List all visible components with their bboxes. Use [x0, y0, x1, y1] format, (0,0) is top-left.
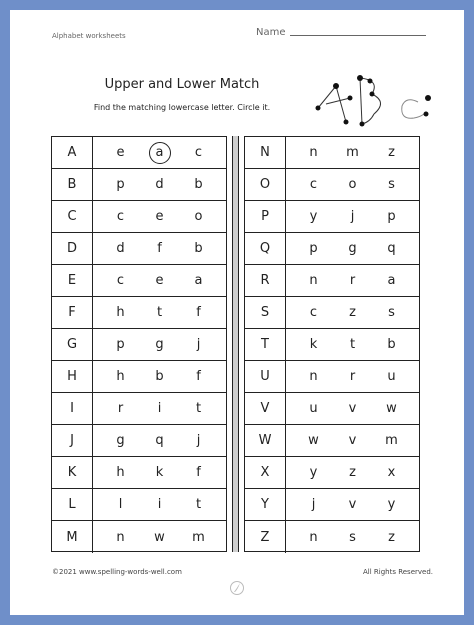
table-row	[52, 393, 226, 425]
lowercase-option[interactable]: k	[309, 337, 318, 352]
lowercase-option[interactable]: t	[195, 497, 202, 512]
lowercase-option[interactable]: r	[117, 401, 124, 416]
table-row	[52, 329, 226, 361]
lowercase-option[interactable]: y	[309, 209, 318, 224]
lowercase-option[interactable]: q	[155, 433, 164, 448]
lowercase-option[interactable]: w	[308, 433, 319, 448]
feather-logo-icon	[230, 580, 244, 596]
uppercase-letter: O	[245, 169, 286, 200]
lowercase-option[interactable]: y	[309, 465, 318, 480]
lowercase-options	[286, 521, 419, 553]
name-label: Name	[256, 27, 286, 38]
lowercase-option[interactable]: c	[309, 177, 318, 192]
lowercase-option[interactable]: v	[348, 497, 357, 512]
table-row	[52, 521, 226, 553]
lowercase-option[interactable]: t	[156, 305, 163, 320]
lowercase-option[interactable]: n	[116, 529, 125, 545]
lowercase-options	[286, 329, 419, 360]
uppercase-letter: V	[245, 393, 286, 424]
lowercase-option[interactable]: o	[348, 177, 357, 192]
lowercase-options	[286, 201, 419, 232]
lowercase-option[interactable]: b	[387, 337, 396, 352]
rights-reserved-text: All Rights Reserved.	[362, 568, 433, 576]
lowercase-options	[286, 297, 419, 328]
lowercase-option[interactable]: s	[388, 305, 395, 320]
lowercase-option[interactable]: n	[309, 529, 318, 545]
lowercase-option[interactable]: t	[349, 337, 356, 352]
uppercase-letter: U	[245, 361, 286, 392]
table-row	[245, 137, 419, 169]
lowercase-option[interactable]: m	[346, 145, 359, 160]
table-row	[52, 265, 226, 297]
uppercase-letter: B	[52, 169, 93, 200]
lowercase-option[interactable]: u	[387, 369, 396, 384]
table-row	[245, 393, 419, 425]
lowercase-option[interactable]: w	[386, 401, 397, 416]
lowercase-option[interactable]: c	[194, 145, 203, 160]
uppercase-letter: I	[52, 393, 93, 424]
table-row	[52, 457, 226, 489]
lowercase-option[interactable]: n	[309, 369, 318, 384]
lowercase-option[interactable]: e	[116, 145, 125, 160]
uppercase-letter: Z	[245, 521, 286, 553]
lowercase-option[interactable]: w	[154, 529, 165, 545]
lowercase-option[interactable]: i	[157, 401, 162, 416]
lowercase-option[interactable]: k	[155, 465, 164, 480]
lowercase-options	[286, 233, 419, 264]
lowercase-option[interactable]: v	[348, 433, 357, 448]
table-row	[245, 201, 419, 233]
uppercase-letter: N	[245, 137, 286, 168]
uppercase-letter: K	[52, 457, 93, 488]
copyright-text: ©2021 www.spelling-words-well.com	[52, 568, 182, 576]
lowercase-options	[286, 169, 419, 200]
uppercase-letter: D	[52, 233, 93, 264]
lowercase-option[interactable]: b	[194, 177, 203, 192]
letters-n-to-z-table	[244, 136, 420, 552]
lowercase-option[interactable]: n	[309, 145, 318, 160]
lowercase-option[interactable]: g	[155, 337, 164, 352]
lowercase-options	[93, 329, 226, 360]
circled-lowercase-option[interactable]: a	[149, 142, 171, 164]
table-row	[245, 457, 419, 489]
table-row	[245, 361, 419, 393]
lowercase-option[interactable]: g	[116, 433, 125, 448]
lowercase-option[interactable]: j	[311, 497, 316, 512]
uppercase-letter: Y	[245, 489, 286, 520]
uppercase-letter: C	[52, 201, 93, 232]
lowercase-option[interactable]: d	[116, 241, 125, 256]
lowercase-option[interactable]: r	[349, 369, 356, 384]
lowercase-option[interactable]: c	[309, 305, 318, 320]
name-field	[256, 27, 426, 38]
worksheet-title: Upper and Lower Match	[104, 77, 260, 92]
lowercase-option[interactable]: f	[157, 241, 162, 256]
worksheet-instructions: Find the matching lowercase letter. Circle it.	[93, 103, 271, 112]
lowercase-option[interactable]: p	[387, 209, 396, 224]
table-row	[52, 201, 226, 233]
lowercase-options	[286, 137, 419, 168]
lowercase-option[interactable]: z	[349, 305, 356, 320]
lowercase-option[interactable]: q	[387, 241, 396, 256]
lowercase-options	[93, 489, 226, 520]
uppercase-letter: L	[52, 489, 93, 520]
uppercase-letter: H	[52, 361, 93, 392]
lowercase-option[interactable]: d	[155, 177, 164, 192]
lowercase-option[interactable]: f	[196, 465, 201, 480]
lowercase-options	[286, 361, 419, 392]
lowercase-option[interactable]: h	[116, 465, 125, 480]
lowercase-options	[286, 393, 419, 424]
lowercase-option[interactable]: j	[196, 433, 201, 448]
matching-grid	[51, 136, 420, 552]
table-row	[245, 425, 419, 457]
lowercase-options	[93, 425, 226, 456]
uppercase-letter: G	[52, 329, 93, 360]
lowercase-option[interactable]: h	[116, 305, 125, 320]
uppercase-letter: M	[52, 521, 93, 553]
lowercase-option[interactable]: z	[388, 529, 395, 545]
lowercase-option[interactable]: m	[385, 433, 398, 448]
lowercase-option[interactable]: o	[194, 209, 203, 224]
letters-a-to-m-table	[51, 136, 227, 552]
lowercase-options	[93, 361, 226, 392]
lowercase-options	[93, 137, 226, 168]
worksheet-category-label: Alphabet worksheets	[52, 32, 126, 40]
lowercase-option[interactable]: z	[388, 145, 395, 160]
lowercase-option[interactable]: u	[309, 401, 318, 416]
lowercase-options	[93, 233, 226, 264]
lowercase-options	[286, 457, 419, 488]
lowercase-option[interactable]: p	[116, 337, 125, 352]
table-row	[52, 361, 226, 393]
table-row	[52, 297, 226, 329]
lowercase-option[interactable]: p	[116, 177, 125, 192]
dotted-abc-letters-icon	[310, 68, 440, 130]
uppercase-letter: J	[52, 425, 93, 456]
lowercase-options	[93, 265, 226, 296]
worksheet-page	[10, 10, 464, 615]
lowercase-option[interactable]: l	[118, 497, 123, 512]
uppercase-letter: W	[245, 425, 286, 456]
lowercase-options	[286, 489, 419, 520]
lowercase-option[interactable]: a	[387, 273, 396, 288]
lowercase-option[interactable]: b	[155, 369, 164, 384]
lowercase-options	[286, 425, 419, 456]
lowercase-options	[93, 201, 226, 232]
table-row	[52, 425, 226, 457]
lowercase-options	[93, 393, 226, 424]
lowercase-options	[93, 169, 226, 200]
table-row	[245, 233, 419, 265]
lowercase-option[interactable]: c	[116, 273, 125, 288]
lowercase-option[interactable]: c	[116, 209, 125, 224]
lowercase-option[interactable]: e	[155, 209, 164, 224]
uppercase-letter: S	[245, 297, 286, 328]
lowercase-option[interactable]: g	[348, 241, 357, 256]
lowercase-options	[93, 457, 226, 488]
table-row	[52, 169, 226, 201]
uppercase-letter: F	[52, 297, 93, 328]
uppercase-letter: P	[245, 201, 286, 232]
lowercase-option[interactable]: e	[155, 273, 164, 288]
lowercase-option[interactable]: i	[157, 497, 162, 512]
lowercase-option[interactable]: f	[196, 369, 201, 384]
lowercase-options	[93, 521, 226, 553]
uppercase-letter: X	[245, 457, 286, 488]
lowercase-options	[93, 297, 226, 328]
table-row	[52, 489, 226, 521]
lowercase-option[interactable]: p	[309, 241, 318, 256]
table-row	[245, 489, 419, 521]
lowercase-option[interactable]: j	[350, 209, 355, 224]
lowercase-option[interactable]: r	[349, 273, 356, 288]
name-blank-line	[290, 34, 426, 36]
lowercase-option[interactable]: h	[116, 369, 125, 384]
column-divider	[232, 136, 239, 552]
table-row	[245, 521, 419, 553]
lowercase-option[interactable]: s	[349, 529, 356, 545]
lowercase-option[interactable]: z	[349, 465, 356, 480]
uppercase-letter: E	[52, 265, 93, 296]
table-row	[245, 265, 419, 297]
table-row	[245, 329, 419, 361]
table-row	[52, 233, 226, 265]
lowercase-option[interactable]: y	[387, 497, 396, 512]
lowercase-option[interactable]: j	[196, 337, 201, 352]
lowercase-option[interactable]: f	[196, 305, 201, 320]
uppercase-letter: Q	[245, 233, 286, 264]
lowercase-option[interactable]: m	[192, 529, 205, 545]
uppercase-letter: R	[245, 265, 286, 296]
lowercase-option[interactable]: a	[194, 273, 203, 288]
lowercase-option[interactable]: x	[387, 465, 396, 480]
lowercase-option[interactable]: n	[309, 273, 318, 288]
table-row	[52, 137, 226, 169]
lowercase-option[interactable]: s	[388, 177, 395, 192]
lowercase-option[interactable]: b	[194, 241, 203, 256]
table-row	[245, 169, 419, 201]
lowercase-options	[286, 265, 419, 296]
lowercase-option[interactable]: v	[348, 401, 357, 416]
table-row	[245, 297, 419, 329]
uppercase-letter: T	[245, 329, 286, 360]
uppercase-letter: A	[52, 137, 93, 168]
lowercase-option[interactable]: t	[195, 401, 202, 416]
